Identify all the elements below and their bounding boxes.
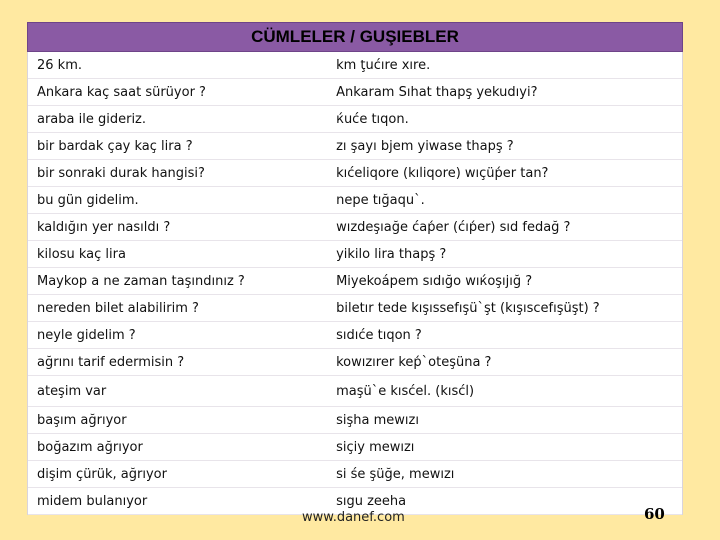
footer-url: www.danef.com	[302, 510, 405, 525]
turkish-phrase: midem bulanıyor	[37, 493, 148, 509]
table-row	[28, 52, 682, 79]
circassian-phrase: siçiy mewızı	[336, 439, 415, 455]
circassian-phrase: kowızırer keṕ`oteşüna ?	[336, 354, 492, 370]
table-body	[27, 52, 683, 515]
table-row	[28, 106, 682, 133]
table-row	[28, 268, 682, 295]
table-row	[28, 434, 682, 461]
table-row	[28, 407, 682, 434]
turkish-phrase: bir bardak çay kaç lira ?	[37, 138, 193, 154]
turkish-phrase: boğazım ağrıyor	[37, 439, 143, 455]
turkish-phrase: bu gün gidelim.	[37, 192, 139, 208]
table-row	[28, 187, 682, 214]
table-row	[28, 322, 682, 349]
circassian-phrase: km ţućıre xıre.	[336, 57, 431, 73]
turkish-phrase: Maykop a ne zaman taşındınız ?	[37, 273, 245, 289]
turkish-phrase: ateşim var	[37, 383, 107, 399]
table-row	[28, 461, 682, 488]
turkish-phrase: nereden bilet alabilirim ?	[37, 300, 199, 316]
turkish-phrase: dişim çürük, ağrıyor	[37, 466, 167, 482]
circassian-phrase: Ankaram Sıhat thapş yekudıyi?	[336, 84, 538, 100]
phrase-table	[27, 22, 683, 515]
circassian-phrase: si śe şüğe, mewızı	[336, 466, 455, 482]
table-row	[28, 376, 682, 407]
turkish-phrase: kilosu kaç lira	[37, 246, 126, 262]
circassian-phrase: yikilo lira thapş ?	[336, 246, 447, 262]
table-title: CÜMLELER / GUŞIEBLER	[27, 22, 683, 52]
table-row	[28, 79, 682, 106]
table-row	[28, 133, 682, 160]
circassian-phrase: sişha mewızı	[336, 412, 419, 428]
turkish-phrase: araba ile gideriz.	[37, 111, 147, 127]
circassian-phrase: kıćeĺiqore (kıĺiqore) wıçüṕer tan?	[336, 165, 549, 181]
table-row	[28, 349, 682, 376]
turkish-phrase: neyle gidelim ?	[37, 327, 136, 343]
table-row	[28, 214, 682, 241]
table-row	[28, 241, 682, 268]
circassian-phrase: ќuće tıqon.	[336, 111, 409, 127]
circassian-phrase: sıdıće tıqon ?	[336, 327, 422, 343]
circassian-phrase: biletır tede kışıssefışü`şt (kışıscefışüşt) ?	[336, 300, 600, 316]
circassian-phrase: wızdeşıağe ćaṕer (ćıṕer) sıd fedağ ?	[336, 219, 571, 235]
table-row	[28, 160, 682, 187]
turkish-phrase: kaldığın yer nasıldı ?	[37, 219, 171, 235]
circassian-phrase: Miyekoápem sıdığo wıќoşıjığ ?	[336, 273, 533, 289]
circassian-phrase: maşü`e kısćeĺ. (kısćĺ)	[336, 383, 475, 399]
turkish-phrase: başım ağrıyor	[37, 412, 127, 428]
turkish-phrase: Ankara kaç saat sürüyor ?	[37, 84, 206, 100]
circassian-phrase: sıgu zeeha	[336, 493, 407, 509]
turkish-phrase: bir sonraki durak hangisi?	[37, 165, 205, 181]
turkish-phrase: 26 km.	[37, 57, 82, 73]
page-number: 60	[644, 505, 665, 523]
turkish-phrase: ağrını tarif edermisin ?	[37, 354, 185, 370]
circassian-phrase: zı şayı bjem yiwase thapş ?	[336, 138, 514, 154]
circassian-phrase: nepe tığaqu`.	[336, 192, 425, 208]
table-row	[28, 295, 682, 322]
